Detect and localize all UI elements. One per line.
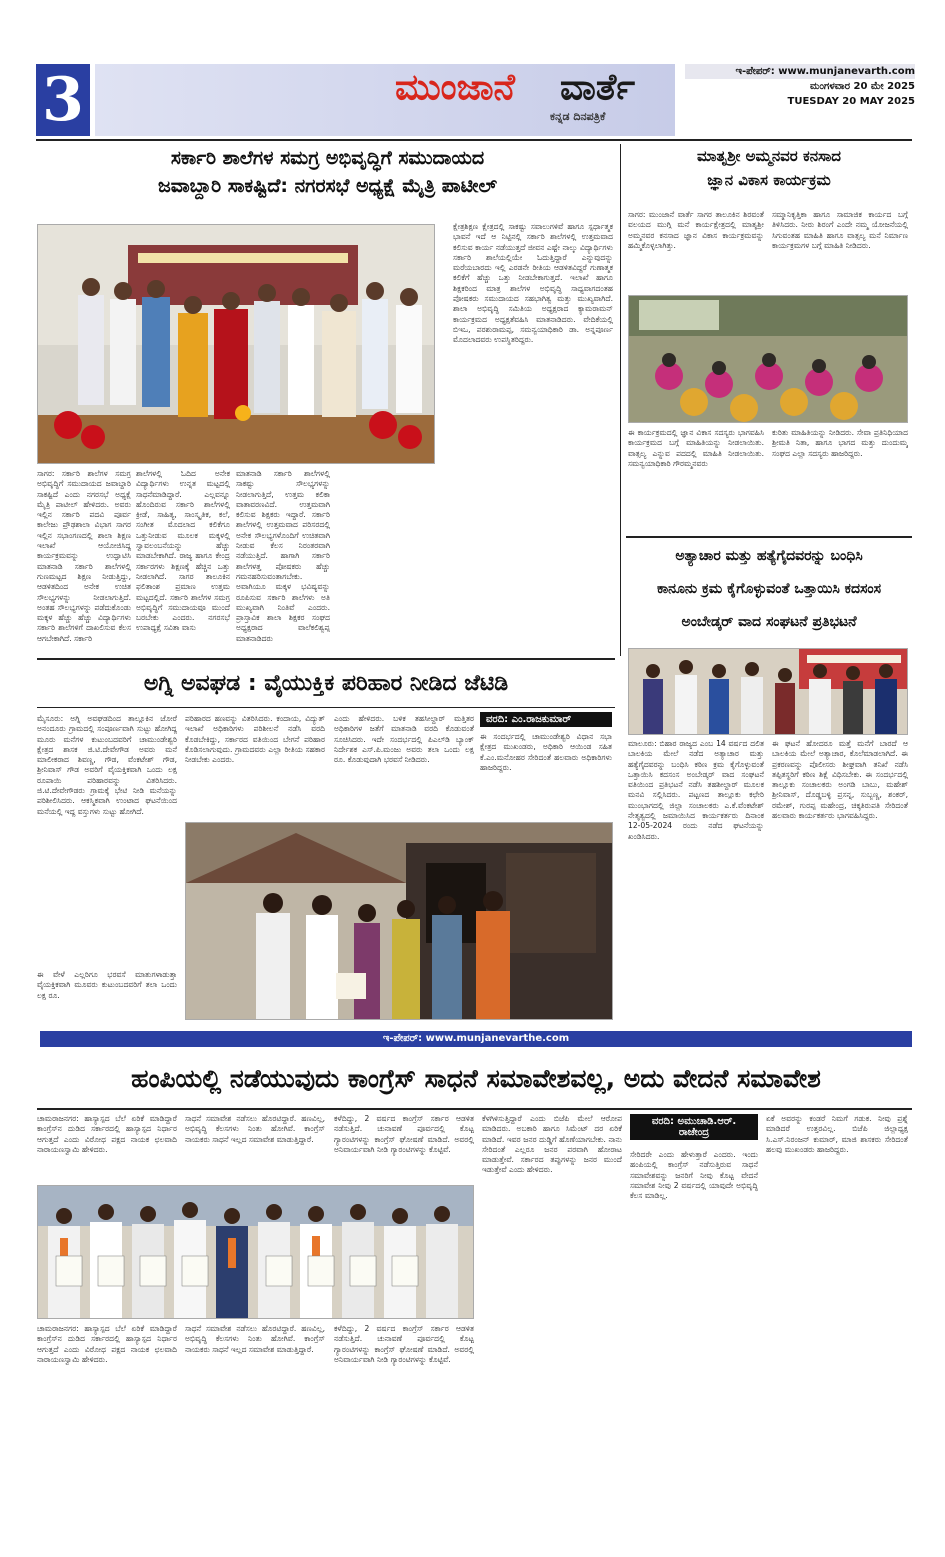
article1-headline-line1: ಸರ್ಕಾರಿ ಶಾಲೆಗಳ ಸಮಗ್ರ ಅಭಿವೃದ್ಧಿಗೆ ಸಮುದಾಯದ (170, 147, 485, 169)
edition-info (685, 64, 915, 136)
masthead-title-part1: ಮುಂಜಾನೆ (395, 66, 515, 108)
article5-rule (37, 1108, 912, 1110)
article2-column-3: ಈ ಕಾರ್ಯಕ್ರಮದಲ್ಲಿ ಜ್ಞಾನ ವಿಕಾಸ ಸದಸ್ಯರು ಭಾಗವಹಿಸಿ ಕಾರ್ಯಕ್ರಮದ ಬಗ್ಗೆ ಮಾಹಿತಿಯನ್ನು ನೀಡಲಾಯಿತು. ವಾತ್ಸಲ್ಯ ಎನ್ನುವ ಪದದಲ್ಲಿ ಮಾಹಿತಿ ನೀಡಲಾಯಿತು. ಸಮನ್ವಯಾಧಿಕಾರಿ ಗೌರಮ್ಮನವರು (628, 428, 764, 468)
article5-byline-line1: ವರದಿ: ಅಮುಚಾಡಿ.ಆರ್. (651, 1116, 737, 1127)
article3-headline-line2: ಕಾನೂನು ಕ್ರಮ ಕೈಗೊಳ್ಳುವಂತೆ ಒತ್ತಾಯಿಸಿ ಕದಸಂಸ (656, 581, 882, 597)
article3-headline-line1: ಅತ್ಯಾಚಾರ ಮತ್ತು ಹತ್ಯೆಗೈದವರನ್ನು ಬಂಧಿಸಿ (675, 548, 863, 564)
article2-headline-line2: ಜ್ಞಾನ ವಿಕಾಸ ಕಾರ್ಯಕ್ರಮ (707, 171, 831, 189)
article3-rule (626, 536, 912, 538)
masthead-rule (36, 139, 912, 141)
article4-column-1: ಮೈಸೂರು: ಅಗ್ನಿ ಅವಘಡದಿಂದ ತಾಲ್ಲೂಕಿನ ಜೋರೆ ಅನಂದೂರು ಗ್ರಾಮದಲ್ಲಿ ಸಂಪೂರ್ಣವಾಗಿ ಸುಟ್ಟು ಹೋಗಿದ್ದ ಮೂರು ಮನೆಗಳ ಕುಟುಂಬದವರಿಗೆ ಚಾಮುಂಡೇಶ್ವರಿ ಕ್ಷೇತ್ರದ ಶಾಸಕ ಜಿ.ಟಿ.ದೇವೇಗೌಡ ಅವರು ಮನೆ ಮಾಲೀಕರಾದ ಶಿವಣ್ಣ, ಗೌಡ, ವೆಂಕಟೇಶ್ ಗೌಡ, ಶ್ರೀನಿವಾಸ್ ಗೌಡ ಅವರಿಗೆ ವೈಯಕ್ತಿಕವಾಗಿ ಒಂದು ಲಕ್ಷ ರೂಪಾಯಿ ಪರಿಹಾರವನ್ನು ವಿತರಿಸಿದರು. ಜಿ.ಟಿ.ದೇವೇಗೌಡರು ಗ್ರಾಮಕ್ಕೆ ಭೇಟಿ ನೀಡಿ ಮನೆಯನ್ನು ಪರಿಶೀಲಿಸಿದರು. ಆಕಸ್ಮಿಕವಾಗಿ ಉಂಟಾದ ಘಟನೆಯಿಂದ ಮನೆಯಲ್ಲಿ ಇದ್ದ ವಸ್ತುಗಳು ಸುಟ್ಟು ಹೋಗಿದೆ. (37, 714, 177, 816)
article4-rule-2 (37, 707, 615, 708)
article5-byline-line2: ರಾಜೇಂದ್ರ (678, 1127, 710, 1138)
masthead-subtitle: ಕನ್ನಡ ದಿನಪತ್ರಿಕೆ (550, 110, 606, 123)
epaper-link[interactable]: ಇ-ಪೇಪರ್: www.munjanevarth.com (685, 64, 915, 79)
article4-column-2: ಪರಿಹಾರದ ಹಣವನ್ನು ವಿತರಿಸಿದರು. ಕಂದಾಯ, ವಿದ್ಯುತ್ ಇಲಾಖೆ ಅಧಿಕಾರಿಗಳು ಪರಿಶೀಲನೆ ನಡೆಸಿ ವರದಿ ಕೊಡಬೇಕಿದ್ದು, ಸರ್ಕಾರದ ವತಿಯಿಂದ ಬೇಗನೆ ಪರಿಹಾರ ಕೊಡಿಸಲಾಗುವುದು. ಗ್ರಾಮದವರು ಎಲ್ಲಾ ರೀತಿಯ ಸಹಕಾರ ನೀಡಬೇಕು ಎಂದರು. (185, 714, 325, 765)
article2-column-1: ಸಾಗರ: ಮುಂಜಾನೆ ವಾರ್ತೆ ಸಾಗರ ತಾಲೂಕಿನ ಶಿರವಂತೆ ವಲಯದ ಮುಗ್ಗಿ ಮನೆ ಕಾರ್ಯಕ್ಷೇತ್ರದಲ್ಲಿ ಮಾತೃಶ್ರೀ ಅಮ್ಮನವರ ಕನಸಾದ ಜ್ಞಾನ ವಿಕಾಸ ಕಾರ್ಯಕ್ರಮವನ್ನು ಹಮ್ಮಿಕೊಳ್ಳಲಾಗಿತ್ತು. (628, 210, 764, 250)
article1-column-4: ಕ್ಷೇತ್ರಶಿಕ್ಷಣ ಕ್ಷೇತ್ರದಲ್ಲಿ ಸಾಕಷ್ಟು ಸವಾಲುಗಳಿವೆ ಹಾಗೂ ಸ್ಪರ್ಧಾತ್ಮಕ ಭಾವನೆ ಇದೆ ಆ ನಿಟ್ಟಿನಲ್ಲಿ ಸರ್ಕಾರಿ ಶಾಲೆಗಳಲ್ಲಿ ಉತ್ತಮವಾದ ಕಲಿಸುವ ಕಾರ್ಯ ನಡೆಯುತ್ತದೆ ಜೀವನ ಎಷ್ಟೇ ನಾಲ್ಕು ವಿದ್ಯಾರ್ಥಿಗಳು ಸರ್ಕಾರಿ ಶಾಲೆಯಲ್ಲಿಯೇ ಓದುತ್ತಿದ್ದಾರೆ ಎನ್ನುವುದನ್ನು ಮರೆಯಬಾರದು ಇಲ್ಲಿ ಎರಡನೇ ರೀತಿಯ ಆಡಳಿತವಿದ್ದರೆ ಗುಣಾತ್ಮಕ ಕಲಿಕೆಗೆ ಹೆಚ್ಚು ಒತ್ತು ನೀಡಬೇಕಾಗುತ್ತದೆ. ಇಲಾಖೆ ಹಾಗೂ ಶಿಕ್ಷಕರಿಂದ ಮಾತ್ರ ಶಾಲೆಗಳ ಅಭಿವೃದ್ಧಿ ಸಾಧ್ಯವಾಗದಂತಹ ಪೋಷಕರು ಸಮುದಾಯದ ಸಹಭಾಗಿತ್ವ ಮತ್ತು ಮುಖ್ಯವಾಗಿದೆ. ಶಾಲಾ ಅಭಿವೃದ್ಧಿ ಸಮಿತಿಯ ಅಧ್ಯಕ್ಷರಾದ ಕ್ಯಾಮರಾಮನ್ ಕಾರ್ಯಕ್ರಮದ ಅಧ್ಯಕ್ಷತೆವಹಿಸಿ ಮಾತನಾಡಿದರು. ವೇದಿಕೆಯಲ್ಲಿ ಬಿಇಒ, ಪರಶುರಾಮಪ್ಪ, ಸಮನ್ವಯಾಧಿಕಾರಿ ಡಾ. ಅನ್ನಪೂರ್ಣ ಮೊದಲಾದವರು ಉಪಸ್ಥಿತರಿದ್ದರು. (453, 222, 613, 345)
article5-headline: ಹಂಪಿಯಲ್ಲಿ ನಡೆಯುವುದು ಕಾಂಗ್ರೆಸ್ ಸಾಧನೆ ಸಮಾವೇಶವಲ್ಲ, ಅದು ವೇದನೆ ಸಮಾವೇಶ (131, 1064, 821, 1093)
masthead-title-part2: ವಾರ್ತೆ (560, 66, 635, 108)
article4-photo (185, 822, 613, 1020)
article4-column-5: ಈ ವೇಳೆ ಎಲ್ಲರಿಗೂ ಭರವಸೆ ಮಾತುಗಳಾಡುತ್ತಾ ವೈಯಕ್ತಿಕವಾಗಿ ಮೂವರು ಕುಟುಂಬದವರಿಗೆ ತಲಾ ಒಂದು ಲಕ್ಷ ರೂ. (37, 970, 177, 1000)
article2-photo (628, 295, 908, 423)
article3-photo (628, 648, 908, 735)
article1-headline (40, 144, 615, 200)
article5-column-9: ಏಕೆ ಅವರನ್ನು ಕಂಡರೆ ನಿಮಗೆ ಗಡುಕ. ನೀವು ಪ್ರಶ್ನೆ ಮಾಡಿದರೆ ಉತ್ತರವಿಲ್ಲ. ಬಿಜೆಪಿ ಜಿಲ್ಲಾಧ್ಯಕ್ಷ ಸಿ.ಎಸ್.ನಿರಂಜನ್ ಕುಮಾರ್, ಮಾಜಿ ಶಾಸಕರು ಸೇರಿದಂತೆ ಹಲವು ಮುಖಂಡರು ಹಾಜರಿದ್ದರು. (766, 1114, 908, 1154)
article5-column-2: ಸಾಧನೆ ಸಮಾವೇಶ ನಡೆಸಲು ಹೊರಟಿದ್ದಾರೆ. ಹಣವಿಲ್ಲ, ಅಭಿವೃದ್ಧಿ ಕೆಲಸಗಳು ನಿಂತು ಹೋಗಿವೆ. ಕಾಂಗ್ರೆಸ್ ನಾಯಕರು ಸಾಧನೆ ಇಲ್ಲದ ಸಮಾವೇಶ ಮಾಡುತ್ತಿದ್ದಾರೆ. (185, 1114, 325, 1144)
article4-byline: ವರದಿ: ಎಂ.ರಾಜಕುಮಾರ್ (480, 712, 612, 727)
date-english: TUESDAY 20 MAY 2025 (787, 96, 915, 107)
article1-column-3: ಮಾತನಾಡಿ ಸರ್ಕಾರಿ ಶಾಲೆಗಳಲ್ಲಿ ಸಾಕಷ್ಟು ಸೌಲಭ್ಯಗಳನ್ನು ನೀಡಲಾಗುತ್ತಿದೆ, ಉತ್ತಮ ಕಲಿಕಾ ವಾತಾವರಣವಿದೆ. ಉತ್ತಮವಾಗಿ ಕಲಿಸುವ ಶಿಕ್ಷಕರು ಇದ್ದಾರೆ. ಸರ್ಕಾರಿ ಶಾಲೆಗಳಲ್ಲಿ ಉತ್ತಮವಾದ ಪರಿಸರದಲ್ಲಿ ಅನೇಕ ಸೌಲಭ್ಯಗಳೊಂದಿಗೆ ಉಚಿತವಾಗಿ ನೀಡುವ ಕೆಲಸ ನಿರಂತರವಾಗಿ ನಡೆಯುತ್ತಿದೆ. ಹಾಗಾಗಿ ಸರ್ಕಾರಿ ಶಾಲೆಗಳತ್ತ ಪೋಷಕರು ಹೆಚ್ಚು ಗಮನಹರಿಸುವಂತಾಗಬೇಕು. ಅವಾಗಿಯೂ ಮಕ್ಕಳ ಭವಿಷ್ಯವನ್ನು ರೂಪಿಸುವ ಸರ್ಕಾರಿ ಶಾಲೆಗಳು ಅತಿ ಮುಖ್ಯವಾಗಿ ನಿಂತಿವೆ ಎಂದರು. ಪ್ರಾಸ್ತಾವಿಕ ಶಾಲಾ ಶಿಕ್ಷಕರ ಸಂಘದ ಅಧ್ಯಕ್ಷರಾದ ವಾಲೆಕಲಿಶ್ವಪ್ಪ ಮಾತನಾಡಿದರು (236, 469, 330, 643)
article5-photo (37, 1185, 474, 1319)
article5-column-3: ಕಳೆದಿದ್ದು, 2 ವರ್ಷದ ಕಾಂಗ್ರೆಸ್ ಸರ್ಕಾರ ಆಡಳಿತ ನಡೆಸುತ್ತಿದೆ. ಚುನಾವಣೆ ಪೂರ್ವದಲ್ಲಿ ಕೊಟ್ಟ ಗ್ಯಾರಂಟಿಗಳನ್ನು ಕಾಂಗ್ರೆಸ್ ಘೋಷಣೆ ಮಾಡಿದೆ. ಅವರಲ್ಲಿ ಅನಿವಾರ್ಯವಾಗಿ ನೀಡಿ ಗ್ಯಾರಂಟಿಗಳನ್ನು ಕೊಟ್ಟಿವೆ. (334, 1114, 474, 1154)
article4-rule (37, 658, 615, 660)
article4-column-4: ಈ ಸಂದರ್ಭದಲ್ಲಿ ಚಾಮುಂಡೇಶ್ವರಿ ವಿಧಾನ ಸಭಾ ಕ್ಷೇತ್ರದ ಮುಖಂಡರು, ಅಧಿಕಾರಿ ಆಯಿಂಡ ಸಹಿತ ಕೆ.ಎಂ.ಮನೋಹರ ಸೇರಿದಂತೆ ಹಲವಾರು ಅಧಿಕಾರಿಗಳು ಹಾಜರಿದ್ದರು. (480, 732, 612, 772)
article5-byline (630, 1114, 758, 1140)
article2-column-4: ಕುರಿತು ಮಾಹಿತಿಯನ್ನು ನೀಡಿದರು. ಸೇವಾ ಪ್ರತಿನಿಧಿಯಾದ ಶ್ರೀಮತಿ ನಿತಾ, ಹಾಗೂ ಭಾಗದ ಮತ್ತು ದುಂದುಮ್ಮ ಸಂಘದ ಎಲ್ಲಾ ಸದಸ್ಯರು ಹಾಜರಿದ್ದರು. (772, 428, 908, 458)
article5-column-6: ಕಳೆದಿದ್ದು, 2 ವರ್ಷದ ಕಾಂಗ್ರೆಸ್ ಸರ್ಕಾರ ಆಡಳಿತ ನಡೆಸುತ್ತಿದೆ. ಚುನಾವಣೆ ಪೂರ್ವದಲ್ಲಿ ಕೊಟ್ಟ ಗ್ಯಾರಂಟಿಗಳನ್ನು ಕಾಂಗ್ರೆಸ್ ಘೋಷಣೆ ಮಾಡಿದೆ. ಅವರಲ್ಲಿ ಅನಿವಾರ್ಯವಾಗಿ ನೀಡಿ ಗ್ಯಾರಂಟಿಗಳನ್ನು ಕೊಟ್ಟಿವೆ. (334, 1324, 474, 1364)
epaper-footer-band[interactable]: ಇ-ಪೇಪರ್: www.munjanevarthe.com (40, 1031, 912, 1047)
column-divider (620, 144, 621, 656)
article5-column-8: ಸೇರಿದರೇ ಎಂದು ಹೇಳುತ್ತಾರೆ ಎಂದರು. ಇಂದು ಹಂಪಿಯಲ್ಲಿ ಕಾಂಗ್ರೆಸ್ ನಡೆಸುತ್ತಿರುವ ಸಾಧನೆ ಸಮಾವೇಶವನ್ನು ಜನರಿಗೆ ನೀವು ಕೊಟ್ಟ ವೇದನೆ ಸಮಾವೇಶ ನೀವು 2 ವರ್ಷದಲ್ಲಿ ಯಾವುದೇ ಅಭಿವೃದ್ಧಿ ಕೆಲಸ ಮಾಡಿಲ್ಲ. (630, 1150, 758, 1201)
article2-headline-line1: ಮಾತೃಶ್ರೀ ಅಮ್ಮನವರ ಕನಸಾದ (696, 147, 841, 165)
article1-photo (37, 224, 435, 464)
article1-column-2: ಶಾಲೆಗಳಲ್ಲಿ ಓದಿದ ಅನೇಕ ವಿದ್ಯಾರ್ಥಿಗಳು ಉನ್ನತ ಮಟ್ಟದಲ್ಲಿ ಸಾಧನೆಮಾಡಿದ್ದಾರೆ. ಎಲ್ಲವನ್ನೂ ಹೊಂದಿರುವ ಸರ್ಕಾರಿ ಶಾಲೆಗಳಲ್ಲಿ ಕ್ರೀಡೆ, ಸಾಹಿತ್ಯ, ಸಾಂಸ್ಕೃತಿಕ, ಕಲೆ, ಸಂಗೀತ ಮೊದಲಾದ ಕಲಿಕೆಗೂ ಒತ್ತುನೀಡುವ ಮೂಲಕ ಮಕ್ಕಳಲ್ಲಿ ಸ್ವಾವಲಂಬನೆಯನ್ನು ಹೆಚ್ಚು ಮಾಡಬೇಕಾಗಿದೆ. ರಾಜ್ಯ ಹಾಗೂ ಕೇಂದ್ರ ಸರ್ಕಾರಗಳು ಶಿಕ್ಷಣಕ್ಕೆ ಹೆಚ್ಚಿನ ಒತ್ತು ನೀಡಲಾಗಿದೆ. ಸಾಗರ ತಾಲೂಕಿನ ಫಲಿತಾಂಶ ಪ್ರಮಾಣ ಉತ್ತಮ ಮಟ್ಟದಲ್ಲಿದೆ. ಸರ್ಕಾರಿ ಶಾಲೆಗಳ ಸಮಗ್ರ ಅಭಿವೃದ್ಧಿಗೆ ಸಮುದಾಯವೂ ಮುಂದೆ ಬರಬೇಕು ಎಂದರು. ನಗರಸಭೆ ಉಪಾಧ್ಯಕ್ಷೆ ಸವಿತಾ ವಾಸು (136, 469, 230, 633)
article3-headline (626, 540, 912, 639)
page-number: 3 (36, 64, 90, 136)
article1-headline-line2: ಜವಾಬ್ದಾರಿ ಸಾಕಷ್ಟಿದೆ: ನಗರಸಭೆ ಅಧ್ಯಕ್ಷೆ ಮೈತ್ರಿ ಪಾಟೀಲ್ (158, 175, 497, 197)
article5-column-7: ಕೆಳಗಿಳಿಸುತ್ತಿದ್ದಾರೆ ಎಂದು ಬಿಜೆಪಿ ಮೇಲೆ ಆರೋಪ ಮಾಡಿದರು. ಅಬಕಾರಿ ಹಾಗೂ ಸಿಮೆಂಟ್ ದರ ಏರಿಕೆ ಮಾಡಿದೆ. ಇವರ ಜನರ ದುಡ್ಡಿಗೆ ಹೊಣೆಯಾಗಬೇಕು. ನಾನು ಸೇರಿದಂತೆ ಎಲ್ಲರೂ ಜನರ ಪರವಾಗಿ ಹೋರಾಟ ಮಾಡುತ್ತೇವೆ. ಸರ್ಕಾರದ ತಪ್ಪುಗಳನ್ನು ಜನರ ಮುಂದೆ ಇಡುತ್ತೇವೆ ಎಂದು ಹೇಳಿದರು. (482, 1114, 622, 1175)
article5-column-4: ಚಾಮರಾಜನಗರ: ಹಾಸ್ಯಾಸ್ಪದ ಬೆಲೆ ಏರಿಕೆ ಮಾಡಿದ್ದಾರೆ ಕಾಂಗ್ರೆಸ್‌ನ ದುಡಿದ ಸರ್ಕಾರದಲ್ಲಿ ಹಾಸ್ಯಾಸ್ಪದ ನಿರ್ಧಾರ ಆಗುತ್ತದೆ ಎಂದು ವಿರೋಧ ಪಕ್ಷದ ನಾಯಕ ಛಲವಾದಿ ನಾರಾಯಣಸ್ವಾಮಿ ಹೇಳಿದರು. (37, 1324, 177, 1364)
date-kannada: ಮಂಗಳವಾರ 20 ಮೇ 2025 (809, 81, 915, 92)
article3-column-1: ಮಾಲೂರು: ಬಿಹಾರ ರಾಜ್ಯದ ಎಂಬ 14 ವರ್ಷದ ದಲಿತ ಬಾಲಕಿಯ ಮೇಲೆ ನಡೆದ ಅತ್ಯಾಚಾರ ಮತ್ತು ಹತ್ಯೆಗೈದವರನ್ನು ಬಂಧಿಸಿ ಕಠಿಣ ಕ್ರಮ ಕೈಗೊಳ್ಳುವಂತೆ ಒತ್ತಾಯಿಸಿ ಕದಸಂಸ ಅಂಬೇಡ್ಕರ್ ವಾದ ಸಂಘಟನೆ ವತಿಯಿಂದ ಪ್ರತಿಭಟನೆ ನಡೆಸಿ ತಹಶೀಲ್ದಾರ್ ಮೂಲಕ ಮನವಿ ಸಲ್ಲಿಸಿದರು. ಪಟ್ಟಣದ ತಾಲ್ಲೂಕು ಕಛೇರಿ ಮುಂಭಾಗದಲ್ಲಿ ಜಿಲ್ಲಾ ಸಂಚಾಲಕರು ಎ.ಕೆ.ವೆಂಕಟೇಶ್ ನೇತೃತ್ವದಲ್ಲಿ ಜಮಾಯಿಸಿದ ಕಾರ್ಯಕರ್ತರು ದಿನಾಂಕ 12-05-2024 ರಂದು ನಡೆದ ಘಟನೆಯನ್ನು ಖಂಡಿಸಿದರು. (628, 739, 764, 841)
article5-column-5: ಸಾಧನೆ ಸಮಾವೇಶ ನಡೆಸಲು ಹೊರಟಿದ್ದಾರೆ. ಹಣವಿಲ್ಲ, ಅಭಿವೃದ್ಧಿ ಕೆಲಸಗಳು ನಿಂತು ಹೋಗಿವೆ. ಕಾಂಗ್ರೆಸ್ ನಾಯಕರು ಸಾಧನೆ ಇಲ್ಲದ ಸಮಾವೇಶ ಮಾಡುತ್ತಿದ್ದಾರೆ. (185, 1324, 325, 1354)
article5-column-1: ಚಾಮರಾಜನಗರ: ಹಾಸ್ಯಾಸ್ಪದ ಬೆಲೆ ಏರಿಕೆ ಮಾಡಿದ್ದಾರೆ ಕಾಂಗ್ರೆಸ್‌ನ ದುಡಿದ ಸರ್ಕಾರದಲ್ಲಿ ಹಾಸ್ಯಾಸ್ಪದ ನಿರ್ಧಾರ ಆಗುತ್ತದೆ ಎಂದು ವಿರೋಧ ಪಕ್ಷದ ನಾಯಕ ಛಲವಾದಿ ನಾರಾಯಣಸ್ವಾಮಿ ಹೇಳಿದರು. (37, 1114, 177, 1154)
article3-column-2: ಈ ಘಟನೆ ಹೋದರೂ ಮತ್ತೆ ಮನೆಗೆ ಬಾರದೆ ಆ ಬಾಲಕಿಯ ಮೇಲೆ ಅತ್ಯಾಚಾರ, ಕೊಲೆಮಾಡಲಾಗಿದೆ. ಈ ಪ್ರಕರಣವನ್ನು ಪೊಲೀಸರು ಶೀಘ್ರವಾಗಿ ತನಿಖೆ ನಡೆಸಿ ತಪ್ಪಿತಸ್ಥರಿಗೆ ಕಠಿಣ ಶಿಕ್ಷೆ ವಿಧಿಸಬೇಕು. ಈ ಸಂದರ್ಭದಲ್ಲಿ ತಾಲ್ಲೂಕು ಸಂಚಾಲಕರು ಅಂಗಡಿ ಬಾಬು, ಮಹೇಶ್ ಶ್ರೀನಿವಾಸ್, ದೊಡ್ಡಬಳ್ಳಿ ಪ್ರಸನ್ನ, ಸುಬ್ಬಣ್ಣ, ಶಂಕರ್, ರಮೇಶ್, ಗುರಪ್ಪ ಮಹೇಂದ್ರ, ಚಿಕ್ಕತಿರುಪತಿ ಸೇರಿದಂತೆ ಹಲವಾರು ಕಾರ್ಯಕರ್ತರು ಭಾಗವಹಿಸಿದ್ದರು. (772, 739, 908, 821)
article3-headline-line3: ಅಂಬೇಡ್ಕರ್ ವಾದ ಸಂಘಟನೆ ಪ್ರತಿಭಟನೆ (681, 614, 857, 630)
article2-headline (626, 144, 912, 192)
article1-column-1: ಸಾಗರ: ಸರ್ಕಾರಿ ಶಾಲೆಗಳ ಸಮಗ್ರ ಅಭಿವೃದ್ಧಿಗೆ ಸಮುದಾಯದ ಜವಾಬ್ದಾರಿ ಸಾಕಷ್ಟಿದೆ ಎಂದು ನಗರಸಭೆ ಅಧ್ಯಕ್ಷೆ ಮೈತ್ರಿ ಪಾಟೀಲ್ ಹೇಳಿದರು. ಅವರು ಇಲ್ಲಿನ ಸರ್ಕಾರಿ ಪದವಿ ಪೂರ್ವ ಕಾಲೇಜು ಪ್ರೌಢಶಾಲಾ ವಿಭಾಗ ಸಾಗರ ಇಲ್ಲಿನ ಸಭಾಂಗಣದಲ್ಲಿ ಶಾಲಾ ಶಿಕ್ಷಣ ಇಲಾಖೆ ಆಯೋಜಿಸಿದ್ದ ಕಾರ್ಯಕ್ರಮವನ್ನು ಉದ್ಘಾಟಿಸಿ ಮಾತನಾಡಿ ಸರ್ಕಾರಿ ಶಾಲೆಗಳಲ್ಲಿ ಗುಣಮಟ್ಟದ ಶಿಕ್ಷಣ ನೀಡುತ್ತಿದ್ದು, ಆಡಳಿತದಿಂದ ಅನೇಕ ಉಚಿತ ಸೌಲಭ್ಯಗಳನ್ನು ನೀಡಲಾಗುತ್ತಿದೆ. ಅಂತಹ ಸೌಲಭ್ಯಗಳನ್ನು ಪಡೆದುಕೊಂಡು ಮಕ್ಕಳ ಹೆಚ್ಚು ಹೆಚ್ಚು ವಿದ್ಯಾರ್ಥಿಗಳು ಸರ್ಕಾರಿ ಶಾಲೆಗಳಿಗೆ ದಾಖಲಿಸುವ ಕೆಲಸ ಆಗಬೇಕಾಗಿದೆ. ಸರ್ಕಾರಿ (37, 469, 131, 643)
article4-headline: ಅಗ್ನಿ ಅವಘಡ : ವೈಯುಕ್ತಿಕ ಪರಿಹಾರ ನೀಡಿದ ಜೆಟಿಡಿ (143, 671, 509, 696)
article2-column-2: ಸಮ್ಮಾನಿಕೃತ್ತಿಕಾ ಹಾಗೂ ಸಾಮಾಜಿಕ ಕಾರ್ಯದ ಬಗ್ಗೆ ತಿಳಿಸಿದರು. ನೀರು ಶಿರಂಗೆ ಎಂದೇ ನಮ್ಮ ಯೋಜನೆಯಲ್ಲಿ ಸಿಗುವಂತಹ ಮಾಹಿತಿ ಹಾಗೂ ವಾತ್ಸಲ್ಯ ಮನೆ ನಿರ್ಮಾಣ ಕಾರ್ಯಕ್ರಮಗಳ ಬಗ್ಗೆ ಮಾಹಿತಿ ನೀಡಿದರು. (772, 210, 908, 250)
article4-column-3: ಎಂದು ಹೇಳಿದರು. ಬಳಿಕ ತಹಸೀಲ್ದಾರ್ ಮತ್ತಿತರ ಅಧಿಕಾರಿಗಳ ಜತೆಗೆ ಮಾತನಾಡಿ ವರದಿ ಕೊಡುವಂತೆ ಸೂಚಿಸಿದರು. ಇದೇ ಸಂದರ್ಭದಲ್ಲಿ ಪಿಎಲ್‌ಡಿ ಬ್ಯಾಂಕ್ ನಿರ್ದೇಶಕ ಎಸ್.ಪಿ.ಮಂಜು ಅವರು ತಲಾ ಒಂದು ಲಕ್ಷ ರೂ. ಕೊಡುವುದಾಗಿ ಭರವಸೆ ನೀಡಿದರು. (334, 714, 474, 765)
